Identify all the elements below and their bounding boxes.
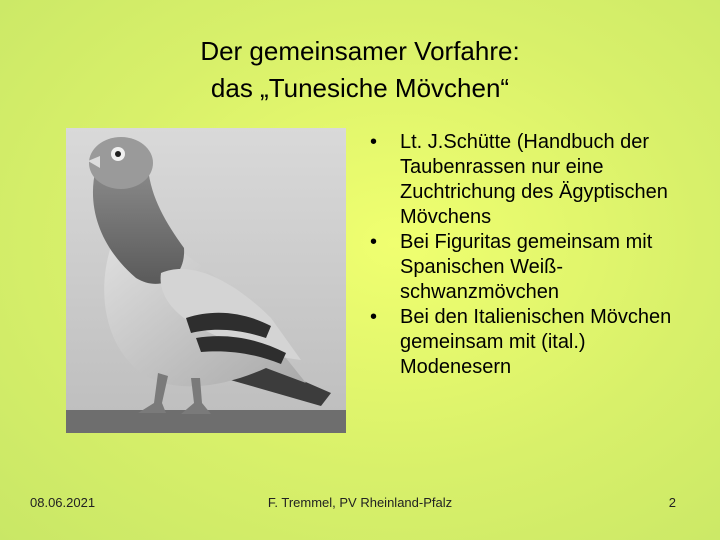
footer-page-number: 2 — [668, 495, 676, 510]
footer-date: 08.06.2021 — [30, 495, 96, 510]
slide-title-line-2: das „Tunesiche Mövchen“ — [210, 73, 510, 103]
bullet-item-2: • Bei Figuritas gemeinsam mit Spanischen Weiß-schwanzmövchen — [366, 230, 686, 305]
slide-title-line-1: Der gemeinsamer Vorfahre: — [200, 36, 520, 66]
bullet-item-1: • Lt. J.Schütte (Handbuch der Taubenrassen nur eine Zuchtrichung des Ägyptischen Mövchens — [366, 130, 686, 230]
bullet-item-3: • Bei den Italienischen Mövchen gemeinsam mit (ital.) Modenesern — [366, 305, 686, 380]
footer-author: F. Tremmel, PV Rheinland-Pfalz — [267, 495, 453, 510]
pigeon-illustration — [66, 128, 346, 433]
pigeon-photo — [66, 128, 346, 433]
slide-title — [0, 33, 720, 107]
bullet-list — [366, 130, 686, 380]
